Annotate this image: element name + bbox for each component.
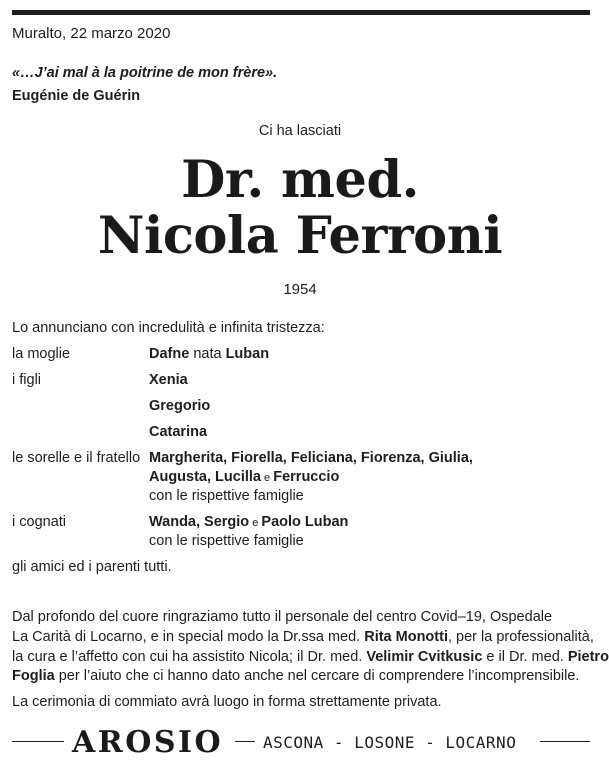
doctor-name: Foglia [12,668,55,684]
thanks-text: La Carità di Locarno, e in special modo la Dr.ssa med. [12,629,365,645]
siblings-names-line2 [149,469,339,485]
thanks-text: , per la professionalità, [447,629,594,645]
inlaws-last-name: Paolo Luban [261,514,349,530]
wife-label: la moglie [12,346,71,362]
siblings-names-line1: Margherita, Fiorella, Feliciana, Fiorenza, Giulia, [149,450,473,466]
child-name: Gregorio [149,398,211,414]
siblings-and: e [261,472,274,484]
footer-rule-left [12,741,64,742]
wife-maiden-name: Luban [225,346,270,362]
siblings-last-name: Ferruccio [273,469,340,485]
thanks-line-1: Dal profondo del cuore ringraziamo tutto il personale del centro Covid–19, Ospedale [12,609,553,625]
thanks-line-3 [12,649,609,665]
quote-author: Eugénie de Guérin [12,88,141,104]
doctor-name: Pietro [567,649,609,665]
deceased-name: Nicola Ferroni [97,206,503,266]
deceased-title: Dr. med. [181,150,419,210]
siblings-label: le sorelle e il fratello [12,450,141,466]
footer-rule-right [540,741,590,742]
wife-value [149,346,269,362]
thanks-text: e il Dr. med. [482,649,568,665]
footer-rule-mid [235,741,255,742]
doctor-name: Rita Monotti [364,629,448,645]
funeral-home-logo: AROSIO [72,725,224,760]
siblings-names: Augusta, Lucilla [149,469,261,485]
thanks-text: la cura e l’affetto con cui ha assistito Nicola; il Dr. med. [12,649,367,665]
birth-year: 1954 [283,281,317,298]
thanks-line-4 [12,668,579,684]
thanks-line-2 [12,629,594,645]
intro-text: Ci ha lasciati [258,123,342,139]
quote: «…J’ai mal à la poitrine de mon frère». [12,65,278,81]
funeral-home-locations: ASCONA - LOSONE - LOCARNO [263,733,517,752]
thanks-text: per l’aiuto che ci hanno dato anche nel cercare di comprendere l’incomprensibile. [54,668,580,684]
wife-nata: nata [189,346,226,362]
children-label: i figli [12,372,42,388]
inlaws-families: con le rispettive famiglie [149,533,304,549]
place-date: Muralto, 22 marzo 2020 [12,25,171,42]
top-rule [12,10,590,15]
child-name: Xenia [149,372,188,388]
doctor-name: Velimir Cvitkusic [366,649,483,665]
inlaws-label: i cognati [12,514,67,530]
child-name: Catarina [149,424,208,440]
wife-first-name: Dafne [149,346,190,362]
siblings-families: con le rispettive famiglie [149,488,304,504]
announcement: Lo annunciano con incredulità e infinita tristezza: [12,320,325,336]
ceremony-note: La cerimonia di commiato avrà luogo in forma strettamente privata. [12,694,442,710]
inlaws-names [149,514,348,530]
inlaws-first-names: Wanda, Sergio [149,514,250,530]
inlaws-and: e [249,517,262,529]
friends-line: gli amici ed i parenti tutti. [12,559,172,575]
